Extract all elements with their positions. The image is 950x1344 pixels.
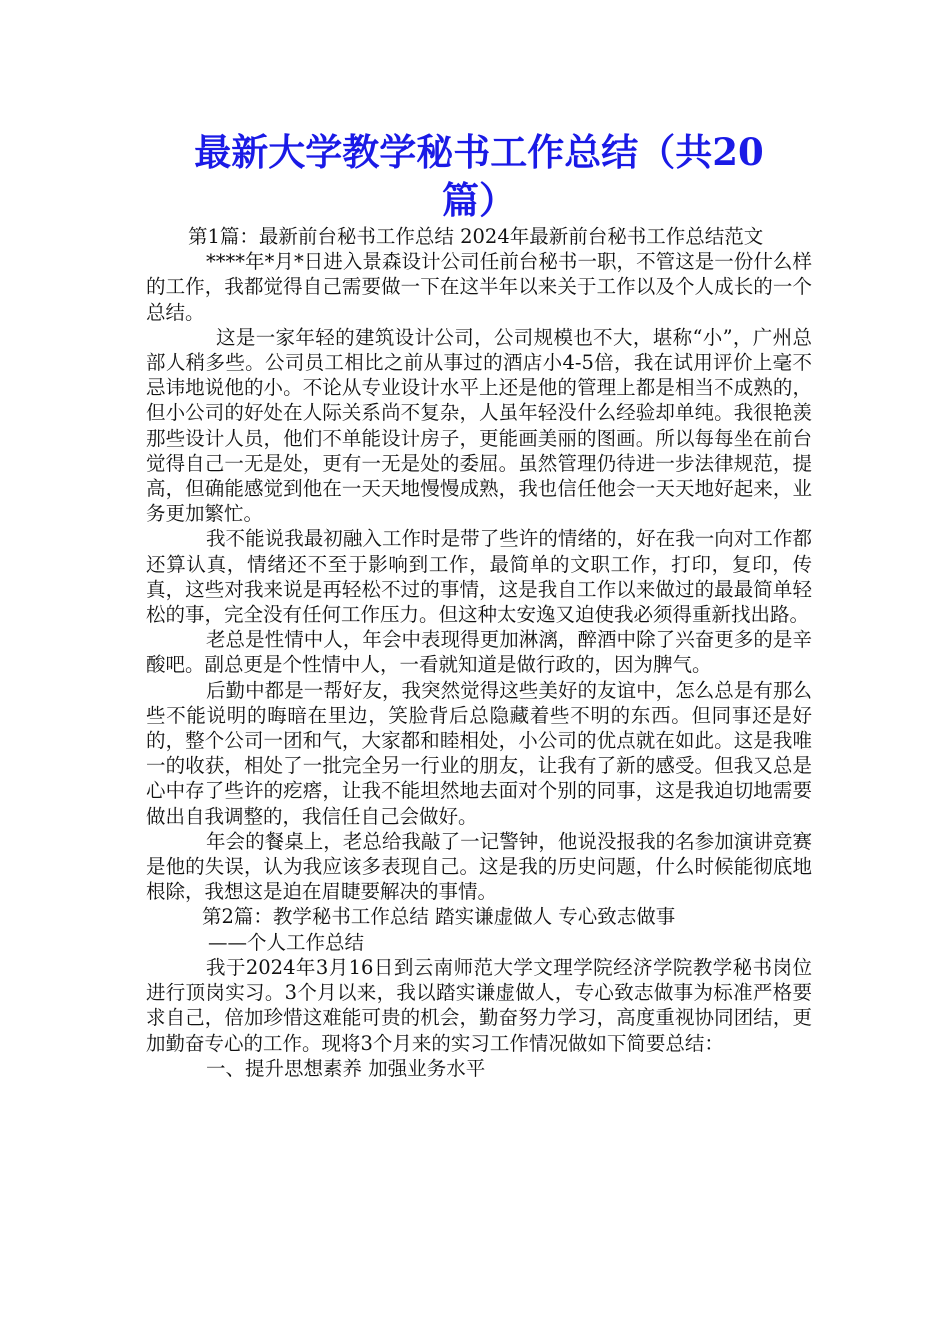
paragraph: 老总是性情中人，年会中表现得更加淋漓，醉酒中除了兴奋更多的是辛酸吧。副总更是个性情中人，一看就知道是做行政的，因为脾气。 bbox=[146, 628, 812, 677]
title-line-2: 篇） bbox=[442, 178, 516, 222]
paragraph: ****年*月*日进入景森设计公司任前台秘书一职，不管这是一份什么样的工作，我都觉得自己需要做一下在这半年以来关于工作以及个人成长的一个总结。 bbox=[146, 250, 812, 324]
subtitle-line: ——个人工作总结 bbox=[208, 930, 365, 954]
paragraph: 我不能说我最初融入工作时是带了些许的情绪的，好在我一向对工作都还算认真，情绪还不至于影响到工作，最简单的文职工作，打印，复印，传真，这些对我来说是再轻松不过的事情，这是我自工作以来做过的最最简单轻松的事，完全没有任何工作压力。但这种太安逸又迫使我必须得重新找出路。 bbox=[146, 527, 812, 627]
section-heading-2: 第2篇：教学秘书工作总结 踏实谦虚做人 专心致志做事 bbox=[202, 905, 676, 929]
document-title bbox=[146, 128, 812, 224]
paragraph: 这是一家年轻的建筑设计公司，公司规模也不大，堪称“小”，广州总部人稍多些。公司员工相比之前从事过的酒店小4-5倍，我在试用评价上毫不忌讳地说他的小。不论从专业设计水平上还是他的管理上都是相当不成熟的，但小公司的好处在人际关系尚不复杂，人虽年轻没什么经验却单纯。我很艳羡那些设计人员，他们不单能设计房子，更能画美丽的图画。所以每每坐在前台觉得自己一无是处，更有一无是处的委屈。虽然管理仍待进一步法律规范，提高，但确能感觉到他在一天天地慢慢成熟，我也信任他会一天天地好起来，业务更加繁忙。 bbox=[146, 325, 812, 526]
paragraph: 年会的餐桌上，老总给我敲了一记警钟，他说没报我的名参加演讲竞赛是他的失误，认为我应该多表现自己。这是我的历史问题，什么时候能彻底地根除，我想这是迫在眉睫要解决的事情。 bbox=[146, 829, 812, 904]
subsection-heading: 一、提升思想素养 加强业务水平 bbox=[206, 1056, 486, 1080]
document-page bbox=[146, 128, 812, 1081]
document-body bbox=[146, 224, 812, 1081]
section-heading-1: 第1篇：最新前台秘书工作总结 2024年最新前台秘书工作总结范文 bbox=[188, 225, 764, 248]
title-line-1: 最新大学教学秘书工作总结（共20 bbox=[194, 130, 764, 174]
paragraph: 后勤中都是一帮好友，我突然觉得这些美好的友谊中，怎么总是有那么些不能说明的晦暗在里边，笑脸背后总隐藏着些不明的东西。但同事还是好的，整个公司一团和气，大家都和睦相处，小公司的优点就在如此。这是我唯一的收获，相处了一批完全另一行业的朋友，让我有了新的感受。但我又总是心中存了些许的疙瘩，让我不能坦然地去面对个别的同事，这是我迫切地需要做出自我调整的，我信任自己会做好。 bbox=[146, 678, 812, 828]
paragraph: 我于2024年3月16日到云南师范大学文理学院经济学院教学秘书岗位进行顶岗实习。3个月以来，我以踏实谦虚做人，专心致志做事为标准严格要求自己，倍加珍惜这难能可贵的机会，勤奋努力学习，高度重视协同团结，更加勤奋专心的工作。现将3个月来的实习工作情况做如下简要总结： bbox=[146, 955, 812, 1055]
